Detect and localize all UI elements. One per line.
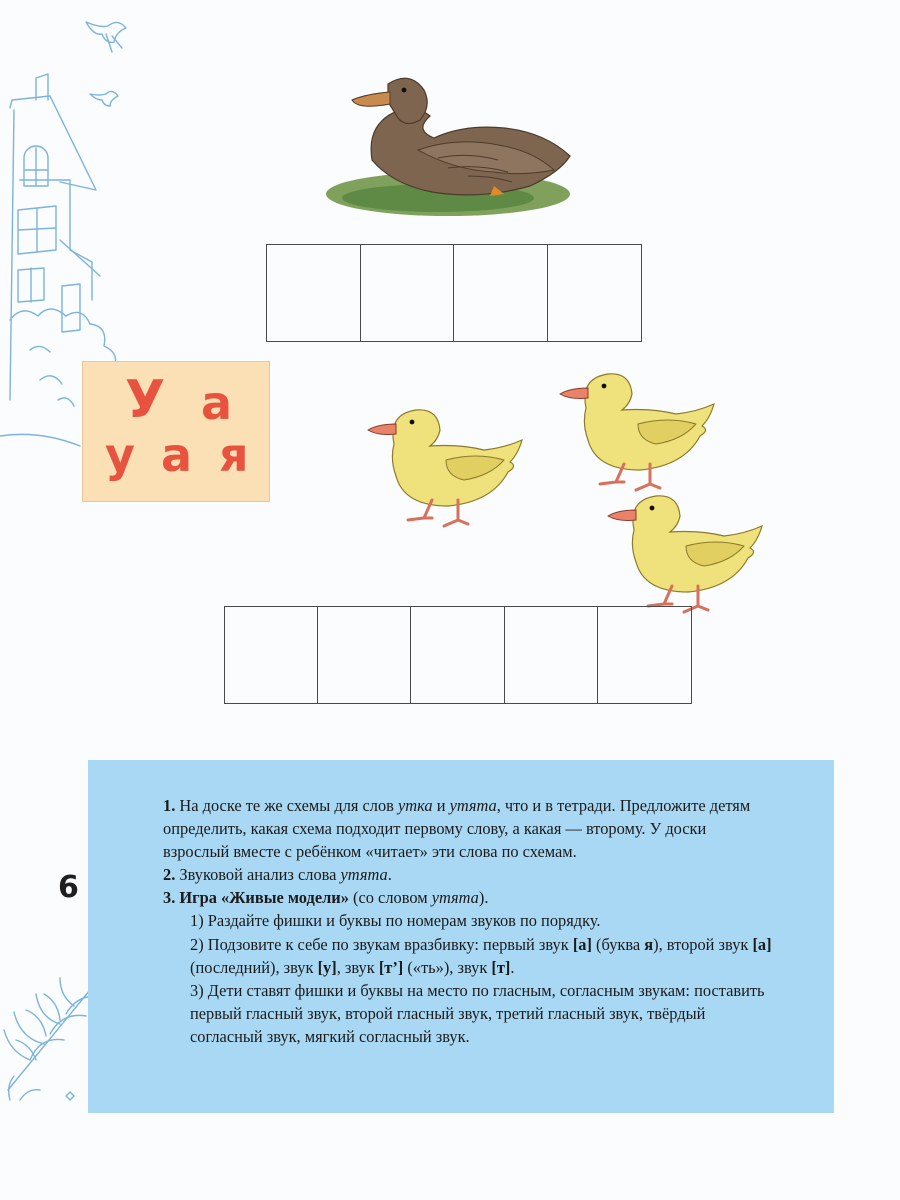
instruction-item-2: 2. Звуковой анализ слова утята. <box>163 865 392 885</box>
sound-cell <box>318 607 411 703</box>
sound-cell <box>598 607 691 703</box>
letter-lower-u: у <box>105 428 135 482</box>
instruction-step-1: 1) Раздайте фишки и буквы по номерам звуков по порядку. <box>190 911 601 931</box>
sound-scheme-ducklings <box>224 606 692 704</box>
sound-cell <box>505 607 598 703</box>
instruction-box <box>88 760 834 1113</box>
page-number: 6 <box>58 870 79 905</box>
letter-upper-u: У <box>125 370 166 430</box>
instruction-step-3: 3) Дети ставят фишки и буквы на место по гласным, согласным звукам: поставить первый гласный звук, второй гласный звук, третий гласный звук, твёрдый согласный звук, мягкий согласный звук. <box>190 980 765 1046</box>
instruction-item-3: 3. Игра «Живые модели» (со словом утята). <box>163 888 489 908</box>
instruction-text <box>163 794 775 1048</box>
sound-cell <box>225 607 318 703</box>
sound-cell <box>411 607 504 703</box>
letter-a: а <box>161 428 193 482</box>
instruction-step-2: 2) Подзовите к себе по звукам вразбивку: первый звук [а] (буква я), второй звук [а] (последний), звук [у], звук [т’] («ть»), звук [т]. <box>190 934 772 977</box>
letter-a-top: а <box>201 376 233 430</box>
instruction-item-1: 1. На доске те же схемы для слов утка и утята, что и в тетради. Предложите детям определить, какая схема подходит первому слову, а какая — второму. У доски взрослый вместе с ребёнком «читает» эти слова по схемам. <box>163 796 751 862</box>
letter-ya: я <box>219 428 249 482</box>
